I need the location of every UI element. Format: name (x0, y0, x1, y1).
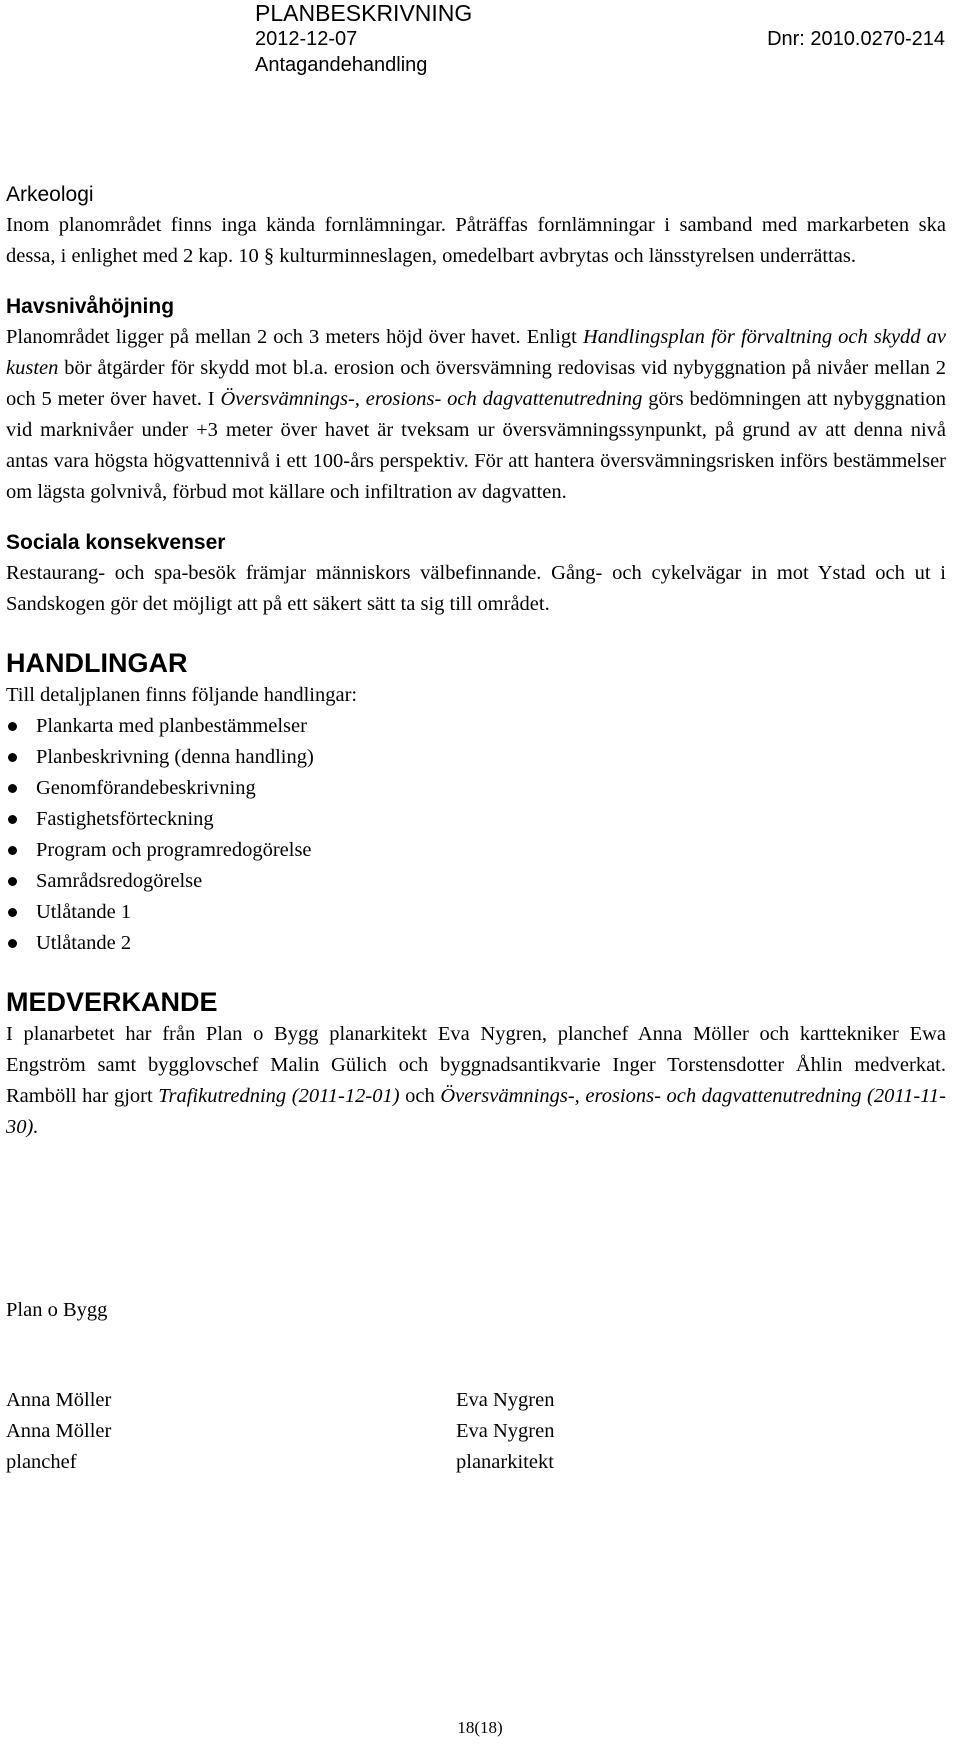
document-date: 2012-12-07 (255, 28, 358, 50)
bullet-icon (8, 846, 17, 855)
document-content (6, 180, 946, 1143)
handlingar-intro: Till detaljplanen finns följande handlingar: (6, 684, 358, 706)
section-heading-sociala: Sociala konsekvenser (6, 531, 226, 554)
havsniva-handlingsplan-ref: Handlingsplan för förvaltning och skydd av kusten (6, 326, 946, 379)
bullet-icon (8, 722, 17, 731)
bullet-icon (8, 784, 17, 793)
bullet-icon (8, 908, 17, 917)
list-item: Utlåtande 2 (6, 928, 946, 959)
bullet-icon (8, 877, 17, 886)
list-item: Utlåtande 1 (6, 897, 946, 928)
paragraph-arkeologi: Inom planområdet finns inga kända fornlämningar. Påträffas fornlämningar i samband med markarbeten ska dessa, i enlighet med 2 kap. 10 § kulturminneslagen, omedelbart avbrytas och länsstyrelsen underrättas. (6, 214, 946, 267)
havsniva-text-2: bör åtgärder för skydd mot bl.a. erosion och översvämning redovisas vid nybyggnation på nivåer mellan 2 och 5 meter över havet. I (6, 357, 946, 410)
signature-block (6, 1385, 706, 1478)
section-heading-arkeologi: Arkeologi (6, 183, 94, 206)
havsniva-text-3: görs bedömningen att nybyggnation vid marknivåer under +3 meter över havet är tveksam ur översvämningssynpunkt, på grund av att denna nivå antas vara högsta högvattennivå i ett 100-års perspektiv. För att hantera översvämningsrisken införs bestämmelser om lägsta golvnivå, förbud mot källare och infiltration av dagvatten. (6, 388, 946, 503)
signature-right-title: planarkitekt (456, 1451, 554, 1473)
signature-left-title: planchef (6, 1451, 77, 1473)
signature-left-line-1: Anna Möller (6, 1389, 112, 1411)
bullet-icon (8, 815, 17, 824)
signature-left-line-2: Anna Möller (6, 1420, 112, 1442)
list-item: Program och programredogörelse (6, 835, 946, 866)
document-title: PLANBESKRIVNING (255, 0, 473, 26)
list-item: Genomförandebeskrivning (6, 773, 946, 804)
document-stage: Antagandehandling (255, 54, 428, 76)
list-item: Fastighetsförteckning (6, 804, 946, 835)
paragraph-sociala: Restaurang- och spa-besök främjar människors välbefinnande. Gång- och cykelvägar in mot Ystad och ut i Sandskogen gör det möjligt att på ett säkert sätt ta sig till området. (6, 562, 946, 615)
signature-right-line-2: Eva Nygren (456, 1420, 555, 1442)
havsniva-utredning-ref: Översvämnings-, erosions- och dagvattenutredning (220, 388, 643, 410)
medverkande-text-1: I planarbetet har från Plan o Bygg planarkitekt Eva Nygren, planchef Anna Möller och karttekniker Ewa Engström samt bygglovschef Malin Gülich och byggnadsantikvarie Inger Torstensdotter Åhlin medverkat. Ramböll har gjort (6, 1023, 946, 1107)
signature-org: Plan o Bygg (6, 1299, 108, 1321)
medverkande-text-2: och (399, 1085, 441, 1107)
paragraph-havsniva (6, 322, 946, 508)
bullet-icon (8, 939, 17, 948)
signature-left (6, 1385, 706, 1478)
signature-right (456, 1385, 554, 1478)
page-number: 18(18) (457, 1718, 503, 1737)
paragraph-medverkande (6, 1019, 946, 1143)
havsniva-text-1: Planområdet ligger på mellan 2 och 3 meters höjd över havet. Enligt (6, 326, 583, 348)
bullet-icon (8, 753, 17, 762)
list-item: Planbeskrivning (denna handling) (6, 742, 946, 773)
handlingar-list (6, 711, 946, 959)
list-item: Samrådsredogörelse (6, 866, 946, 897)
section-heading-handlingar: HANDLINGAR (6, 648, 188, 678)
section-heading-medverkande: MEDVERKANDE (6, 987, 218, 1017)
page-header (255, 0, 945, 78)
list-item: Plankarta med planbestämmelser (6, 711, 946, 742)
document-dnr: Dnr: 2010.0270-214 (767, 28, 945, 50)
header-row (255, 26, 945, 52)
signature-right-line-1: Eva Nygren (456, 1389, 555, 1411)
medverkande-utredning-ref: Översvämnings-, erosions- och dagvattenutredning (2011-11-30). (6, 1085, 946, 1138)
section-heading-havsniva: Havsnivåhöjning (6, 295, 175, 318)
medverkande-trafikutredning-ref: Trafikutredning (2011-12-01) (158, 1085, 400, 1107)
